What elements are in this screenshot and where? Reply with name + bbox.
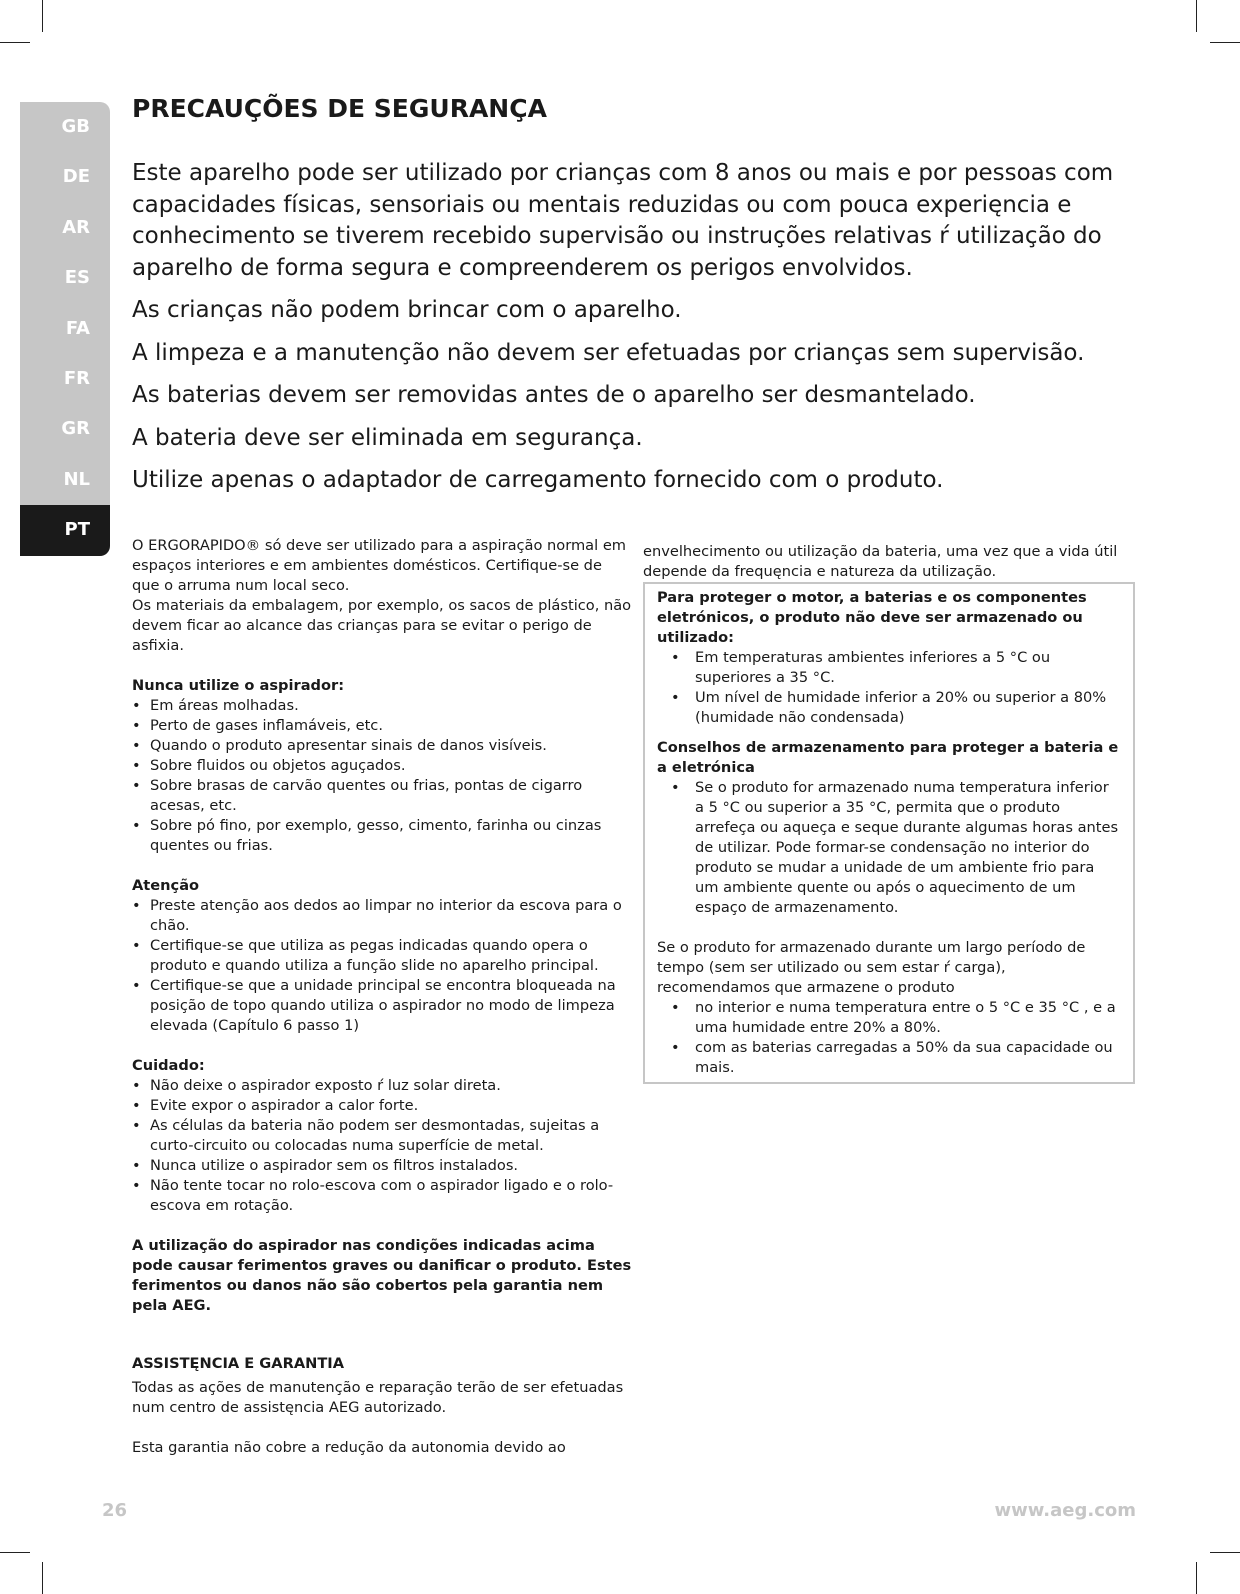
language-tab-de[interactable]: DE <box>20 152 110 202</box>
list-item: • Sobre pó fino, por exemplo, gesso, cimento, farinha ou cinzas quentes ou frias. <box>132 816 632 856</box>
storage-advice-heading: Conselhos de armazenamento para proteger a bateria e a eletrónica <box>657 739 1119 776</box>
list-item: • Certifique-se que utiliza as pegas indicadas quando opera o produto e quando utiliza a função slide no aparelho principal. <box>132 936 632 976</box>
attention-list <box>132 896 632 1036</box>
list-item: • Evite expor o aspirador a calor forte. <box>132 1096 632 1116</box>
list-item: • As células da bateria não podem ser desmontadas, sujeitas a curto-circuito ou colocadas numa superfície de metal. <box>132 1116 632 1156</box>
intro-paragraph: A limpeza e a manutenção não devem ser efetuadas por crianças sem supervisão. <box>132 339 1085 366</box>
care-list <box>132 1076 632 1216</box>
list-item: • Não tente tocar no rolo-escova com o aspirador ligado e o rolo-escova em rotação. <box>132 1176 632 1216</box>
list-item: • Em temperaturas ambientes inferiores a 5 °C ou superiores a 35 °C. <box>657 648 1121 688</box>
care-heading: Cuidado: <box>132 1057 205 1074</box>
list-item: • Em áreas molhadas. <box>132 696 632 716</box>
intro-paragraph: As baterias devem ser removidas antes de o aparelho ser desmantelado. <box>132 382 976 408</box>
storage-note-box <box>643 582 1135 1084</box>
language-tab-pt-active[interactable]: PT <box>20 505 110 555</box>
long-storage-paragraph: Se o produto for armazenado durante um largo período de tempo (sem ser utilizado ou sem estar ŕ carga), recomendamos que armazene o produto <box>657 939 1086 996</box>
storage-advice-list <box>657 778 1121 918</box>
left-column <box>132 536 632 1458</box>
website-link[interactable]: www.aeg.com <box>994 1500 1136 1521</box>
never-use-list <box>132 696 632 856</box>
list-item: • Não deixe o aspirador exposto ŕ luz solar direta. <box>132 1076 632 1096</box>
crop-mark <box>0 1552 30 1553</box>
language-tab-es[interactable]: ES <box>20 253 110 303</box>
crop-mark <box>1210 1552 1240 1553</box>
list-item: • Um nível de humidade inferior a 20% ou superior a 80% (humidade não condensada) <box>657 688 1121 728</box>
never-use-heading: Nunca utilize o aspirador: <box>132 677 345 694</box>
packaging-paragraph: Os materiais da embalagem, por exemplo, os sacos de plástico, não devem ficar ao alcance das crianças para se evitar o perigo de asfixia. <box>132 597 632 654</box>
continuation-paragraph: envelhecimento ou utilização da bateria, uma vez que a vida útil depende da frequęncia e natureza da utilização. <box>643 543 1118 580</box>
crop-mark <box>0 42 30 43</box>
list-item: • Nunca utilize o aspirador sem os filtros instalados. <box>132 1156 632 1176</box>
language-tab-fr[interactable]: FR <box>20 354 110 404</box>
intro-paragraph: Este aparelho pode ser utilizado por crianças com 8 anos ou mais e por pessoas com capacidades físicas, sensoriais ou mentais reduzidas ou com pouca experięncia e conhecimento se tiverem recebido supervisão ou instruções relativas ŕ utilização do aparelho de forma segura e compreenderem os perigos envolvidos. <box>132 160 1114 281</box>
list-item: • Sobre brasas de carvão quentes ou frias, pontas de cigarro acesas, etc. <box>132 776 632 816</box>
list-item: • no interior e numa temperatura entre o 5 °C e 35 °C , e a uma humidade entre 20% a 80%. <box>657 998 1121 1038</box>
crop-mark <box>42 1562 43 1594</box>
crop-mark <box>1196 0 1197 32</box>
crop-mark <box>42 0 43 32</box>
page-number: 26 <box>102 1500 128 1521</box>
protection-heading: Para proteger o motor, a baterias e os componentes eletrónicos, o produto não deve ser armazenado ou utilizado: <box>657 589 1087 646</box>
intro-paragraph: A bateria deve ser eliminada em segurança. <box>132 424 643 451</box>
intro-paragraph: Utilize apenas o adaptador de carregamento fornecido com o produto. <box>132 467 944 493</box>
long-storage-list <box>657 998 1121 1078</box>
list-item: • Perto de gases inflamáveis, etc. <box>132 716 632 736</box>
protection-list <box>657 648 1121 728</box>
intro-statements <box>132 158 1142 508</box>
crop-mark <box>1196 1562 1197 1594</box>
language-tab-nl[interactable]: NL <box>20 455 110 505</box>
list-item: • Certifique-se que a unidade principal se encontra bloqueada na posição de topo quando utiliza o aspirador no modo de limpeza elevada (Capítulo 6 passo 1) <box>132 976 632 1036</box>
right-column <box>643 542 1135 1084</box>
assistance-heading: ASSISTĘNCIA E GARANTIA <box>132 1355 345 1372</box>
assistance-paragraph: Todas as ações de manutenção e reparação terão de ser efetuadas num centro de assistęncia AEG autorizado. <box>132 1379 624 1416</box>
language-tab-gb[interactable]: GB <box>20 102 110 152</box>
list-item: • Sobre fluidos ou objetos aguçados. <box>132 756 632 776</box>
crop-mark <box>1210 42 1240 43</box>
usage-paragraph: O ERGORAPIDO® só deve ser utilizado para a aspiração normal em espaços interiores e em ambientes domésticos. Certifique-se de que o arruma num local seco. <box>132 537 627 594</box>
list-item: • Preste atenção aos dedos ao limpar no interior da escova para o chão. <box>132 896 632 936</box>
list-item: • Se o produto for armazenado numa temperatura inferior a 5 °C ou superior a 35 °C, permita que o produto arrefeça ou aqueça e seque durante algumas horas antes de utilizar. Pode formar-se condensação no interior do produto se mudar a unidade de um ambiente frio para um ambiente quente ou após o aquecimento de um espaço de armazenamento. <box>657 778 1121 918</box>
language-tabs <box>20 102 110 556</box>
language-tab-fa[interactable]: FA <box>20 304 110 354</box>
language-tab-ar[interactable]: AR <box>20 203 110 253</box>
warranty-paragraph: Esta garantia não cobre a redução da autonomia devido ao <box>132 1439 566 1456</box>
language-tab-gr[interactable]: GR <box>20 404 110 454</box>
list-item: • com as baterias carregadas a 50% da sua capacidade ou mais. <box>657 1038 1121 1078</box>
attention-heading: Atenção <box>132 877 200 894</box>
warning-paragraph: A utilização do aspirador nas condições indicadas acima pode causar ferimentos graves ou danificar o produto. Estes ferimentos ou danos não são cobertos pela garantia nem pela AEG. <box>132 1237 632 1314</box>
intro-paragraph: As crianças não podem brincar com o aparelho. <box>132 297 682 323</box>
list-item: • Quando o produto apresentar sinais de danos visíveis. <box>132 736 632 756</box>
page-title: PRECAUÇÕES DE SEGURANÇA <box>132 94 547 123</box>
